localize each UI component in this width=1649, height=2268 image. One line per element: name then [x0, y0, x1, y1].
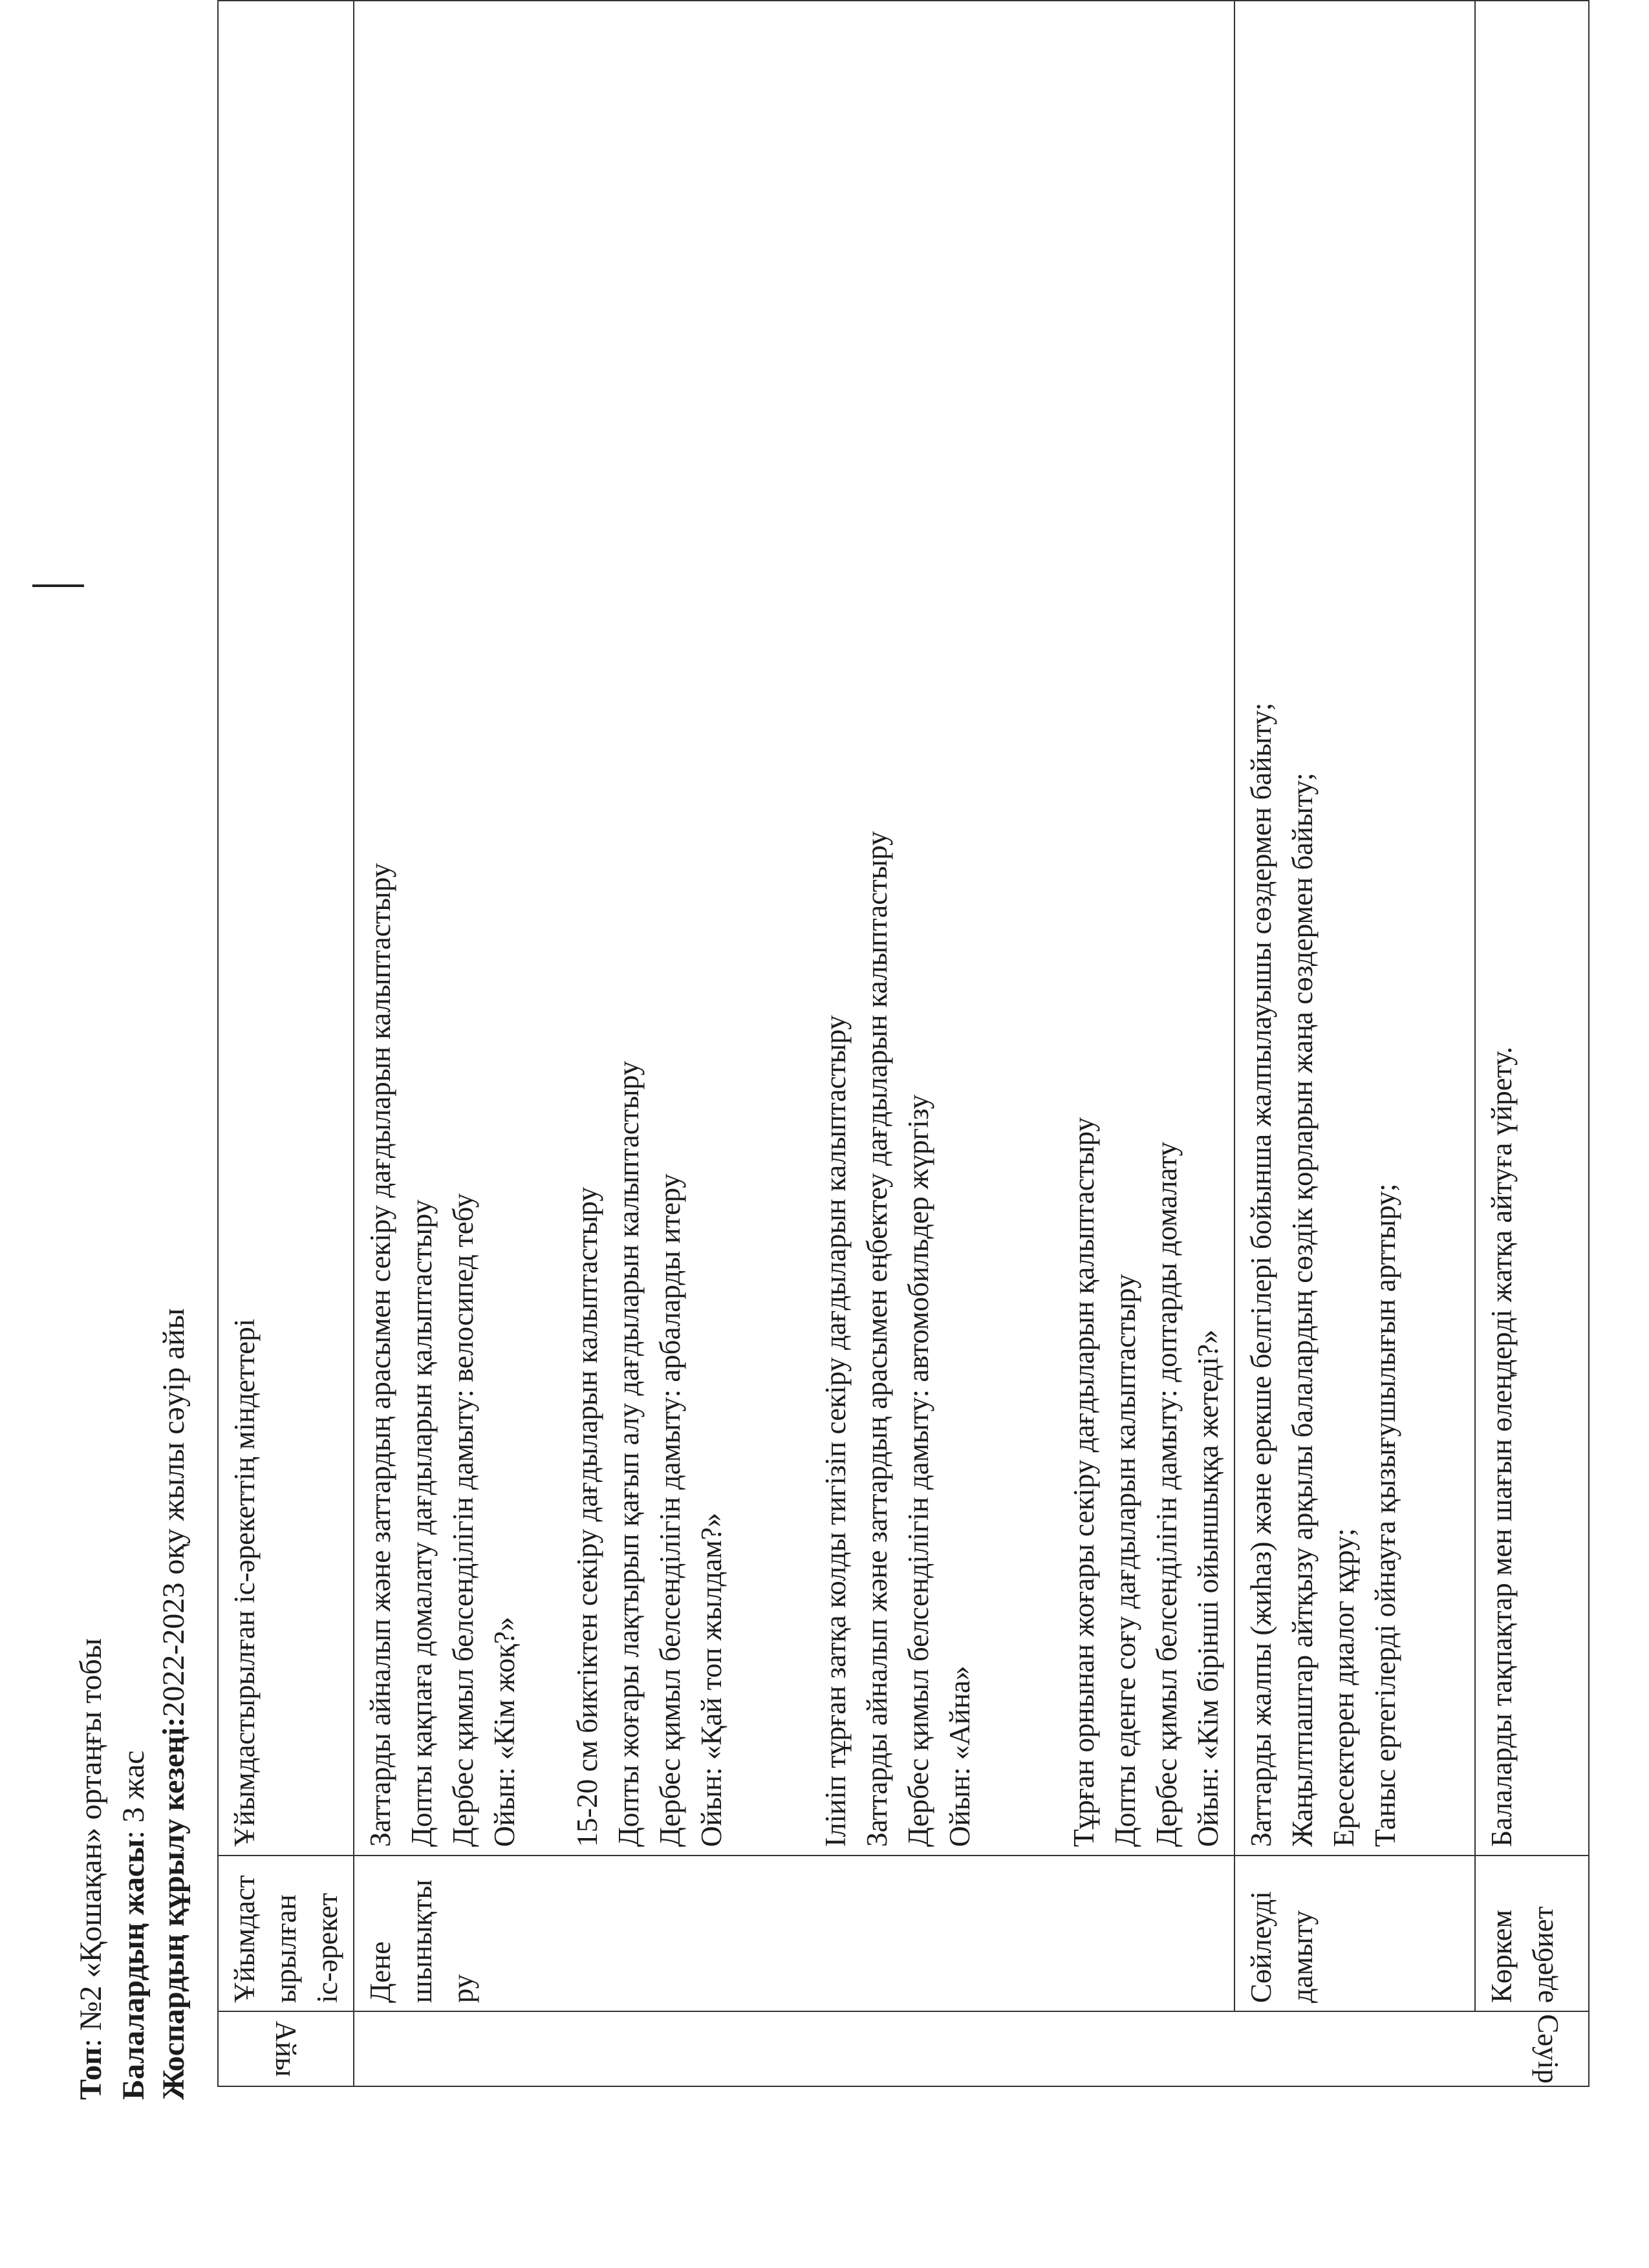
activity-header-line: ырылған — [270, 1894, 302, 2004]
period-line — [155, 1309, 193, 2101]
activity-header-line: іс-әрекет — [311, 1892, 343, 2004]
table-row — [1475, 1, 1589, 2086]
task-line: Ересектерен диалог құру; — [1328, 1528, 1360, 1847]
tasks-header: Ұйымдастырылған іс-әрекеттің міндеттері — [228, 1318, 261, 1847]
task-line: Ойын: «Айна» — [943, 1665, 976, 1847]
task-line: Заттарды айналып және заттардың арасымен секіру дағдыларын калыптастыру — [364, 862, 396, 1847]
table-row — [1234, 1, 1475, 2086]
task-line: Ойын: «Кім жоқ?» — [488, 1616, 521, 1847]
task-line: 15-20 см биктіктен секіру дағдыларын калыптастыру — [571, 1186, 603, 1847]
page-edge-mark — [32, 584, 84, 587]
tasks-cell — [1234, 1, 1475, 1856]
tasks-cell — [1475, 1, 1589, 1856]
task-line: Допты қақпаға домалату дағдыларын қалыптастыру — [405, 1199, 438, 1847]
task-line: Дербес қимыл белсенділігін дамыту: арбаларды итеру — [654, 1173, 686, 1847]
task-line: Дербес қимыл белсенділігін дамыту: автомобильдер жүргізу — [902, 1095, 934, 1847]
activity-header-line: Ұйымдаст — [228, 1875, 261, 2004]
task-line: Ойын: «Қай топ жылдам?» — [695, 1512, 727, 1847]
task-line: Заттарды жалпы (жиһаз) және ерекше белгілері бойынша жалпылауышы сөздермен байыту; — [1245, 702, 1277, 1847]
task-spacer — [525, 9, 566, 1847]
task-line: Іліиіп тұрған затқа колды тигізіп секіру дағдыларын калыптастыру — [819, 1015, 852, 1847]
month-cell — [354, 2011, 1589, 2086]
task-spacer — [773, 9, 815, 1847]
tasks-header-cell — [218, 1, 354, 1856]
activity-line: Сөйлеуді — [1245, 1891, 1277, 2004]
task-line: Дербес қимыл белсенділігін дамыту: велосипед тебу — [447, 1193, 479, 1847]
age-line — [115, 1750, 153, 2100]
activity-line: Дене — [364, 1941, 396, 2004]
task-line: Заттарды айналып және заттардың арасымен еңбектеу дағдыларын калыптастыру — [861, 831, 893, 1847]
month-header: Айы — [270, 2020, 302, 2077]
task-line: Допты жоғары лақтырып қағып алу дағдыларын калыптастыру — [612, 1061, 645, 1847]
task-line: Ойын: «Кім бірінші ойыншыққа жетеді?» — [1192, 1329, 1224, 1847]
activity-cell — [354, 1856, 1234, 2011]
group-line — [72, 1638, 110, 2100]
task-line: Балаларды тақпақтар мен шағын өлеңдерді жатқа айтуға үйрету. — [1485, 1046, 1518, 1847]
task-line: Таныс ертегілерді ойнауға қызығушылығын арттыру; — [1369, 1183, 1401, 1847]
task-spacer — [732, 9, 773, 1847]
month-header-cell — [218, 2011, 354, 2086]
task-spacer — [980, 9, 1022, 1847]
task-line: Допты еденге соғу дағдыларын калыптастыру — [1109, 1274, 1141, 1847]
activity-line: шынықты — [405, 1879, 438, 2004]
activity-line: Көркем — [1485, 1909, 1518, 2004]
month-value: Сәуір — [1532, 2014, 1564, 2084]
activity-line: ру — [447, 1974, 479, 2004]
period-value: 2022-2023 оқу жылы сәуір айы — [156, 1308, 191, 1717]
task-spacer — [1022, 9, 1063, 1847]
table-row — [354, 1, 1234, 2086]
age-value: : 3 жас — [116, 1750, 151, 1839]
tasks-cell — [354, 1, 1234, 1856]
group-label: Топ — [74, 2047, 108, 2100]
task-line: Жаңылтпаштар айтқызу арқылы балалардың сөздік қорларын жаңа сөздермен байыту; — [1286, 773, 1319, 1847]
table-header-row — [218, 1, 354, 2086]
period-label: Жоспардың құрылу кезеңі: — [156, 1717, 191, 2100]
activity-cell — [1475, 1856, 1589, 2011]
activity-line: дамыту — [1286, 1910, 1319, 2004]
activity-header-cell — [218, 1856, 354, 2011]
activity-line: әдебиет — [1527, 1906, 1559, 2004]
task-line: Тұрған орнынан жоғары секіру дағдыларын қалыптастыру — [1068, 1117, 1100, 1847]
plan-table — [217, 0, 1590, 2087]
group-value: : №2 «Қошақан» ортаңғы тобы — [74, 1638, 108, 2048]
task-line: Дербес қимыл белсенділігін дамыту: доптарды домалату — [1150, 1141, 1183, 1847]
activity-cell — [1234, 1856, 1475, 2011]
age-label: Балалардың жасы — [116, 1839, 151, 2100]
